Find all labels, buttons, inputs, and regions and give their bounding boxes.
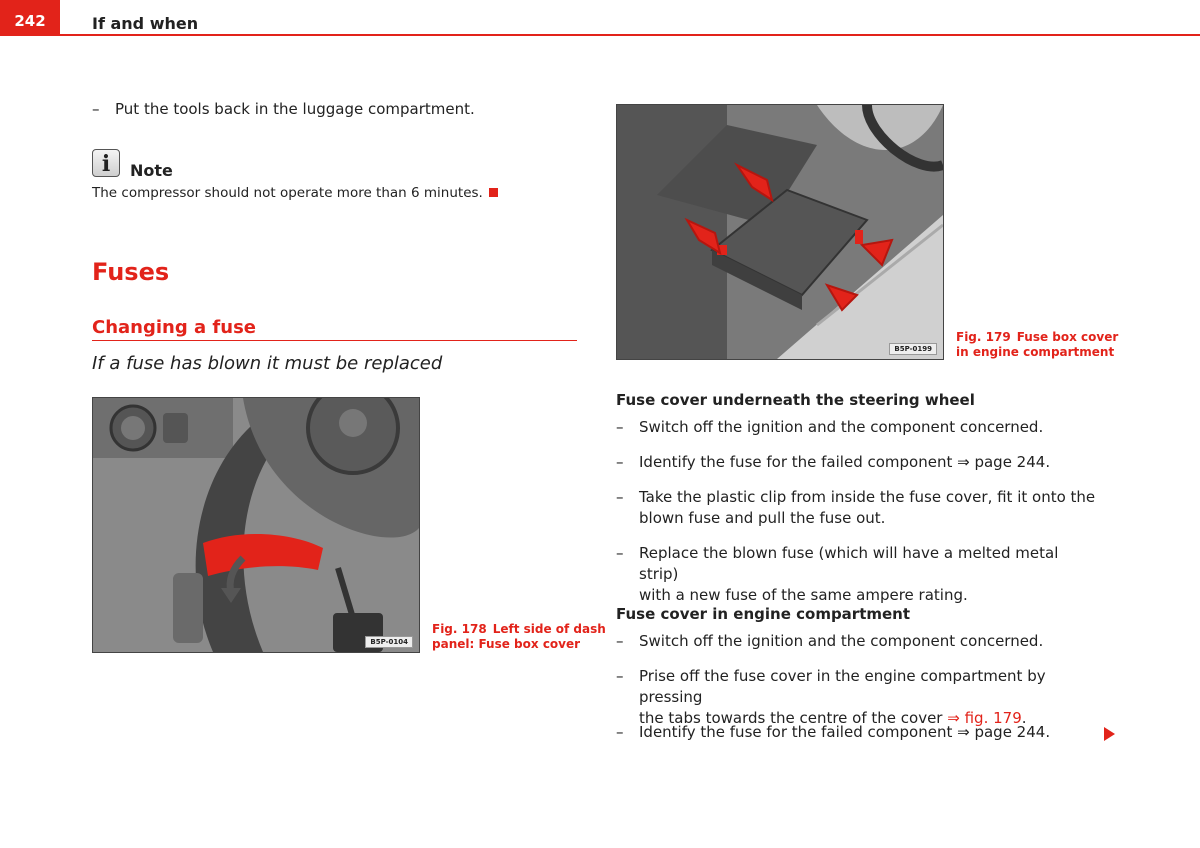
list-dash: – (616, 418, 624, 436)
section-title: If and when (92, 14, 199, 33)
list-dash: – (616, 488, 624, 506)
step-text: Take the plastic clip from inside the fuse cover, fit it onto the blown fuse and pull the fuse out. (639, 488, 1096, 527)
arrow-icon: ⇒ (957, 453, 970, 471)
step-text: Switch off the ignition and the component concerned. (639, 632, 1044, 650)
heading-fuses: Fuses (92, 258, 170, 286)
fig-179-link[interactable]: ⇒ fig. 179 (947, 709, 1022, 727)
figure-178-image (92, 397, 420, 653)
page-number: 242 (14, 12, 46, 30)
info-icon: i (92, 149, 120, 177)
list-dash: – (616, 632, 624, 650)
caption-text: Left side of dash (492, 622, 606, 636)
end-marker-icon (489, 188, 498, 197)
subheading-engine: Fuse cover in engine compartment (616, 605, 911, 623)
heading-rule (92, 340, 577, 341)
list-dash: – (616, 544, 624, 562)
note-text: The compressor should not operate more than 6 minutes. (92, 185, 498, 201)
step-text: Identify the fuse for the failed component ⇒ page 244. (639, 453, 1051, 471)
note-title: Note (130, 161, 173, 180)
caption-text: Fuse box cover (1016, 330, 1119, 344)
caption-text: in engine compartment (956, 345, 1115, 359)
subheading-steering: Fuse cover underneath the steering wheel (616, 391, 975, 409)
tools-step-text: Put the tools back in the luggage compartment. (115, 100, 475, 118)
figure-178-caption (432, 622, 606, 652)
list-dash: – (616, 667, 624, 685)
figure-code: B5P-0199 (889, 343, 937, 355)
heading-changing-fuse: Changing a fuse (92, 317, 256, 338)
header-rule (60, 34, 1200, 36)
figure-179-caption (956, 330, 1118, 360)
figure-code: B5P-0104 (365, 636, 413, 648)
caption-number: Fig. 179 (956, 330, 1011, 344)
engine-compartment-illustration (617, 105, 943, 359)
continue-arrow-icon (1104, 727, 1115, 741)
list-dash: – (616, 723, 624, 741)
caption-text: panel: Fuse box cover (432, 637, 581, 651)
step-text: Identify the fuse for the failed component ⇒ page 244. (639, 723, 1051, 741)
intro-text: If a fuse has blown it must be replaced (92, 353, 443, 374)
figure-179-image (616, 104, 944, 360)
caption-number: Fig. 178 (432, 622, 487, 636)
list-dash: – (616, 453, 624, 471)
arrow-icon: ⇒ (957, 723, 970, 741)
step-text: Switch off the ignition and the component concerned. (639, 418, 1044, 436)
step-text: Replace the blown fuse (which will have a melted metal strip) with a new fuse of the same ampere rating. (639, 544, 1059, 604)
dash-panel-illustration (93, 398, 419, 652)
step-text: Prise off the fuse cover in the engine compartment by pressing the tabs towards the centre of the cover ⇒ fig. 179. (639, 667, 1046, 727)
list-dash: – (92, 100, 100, 118)
